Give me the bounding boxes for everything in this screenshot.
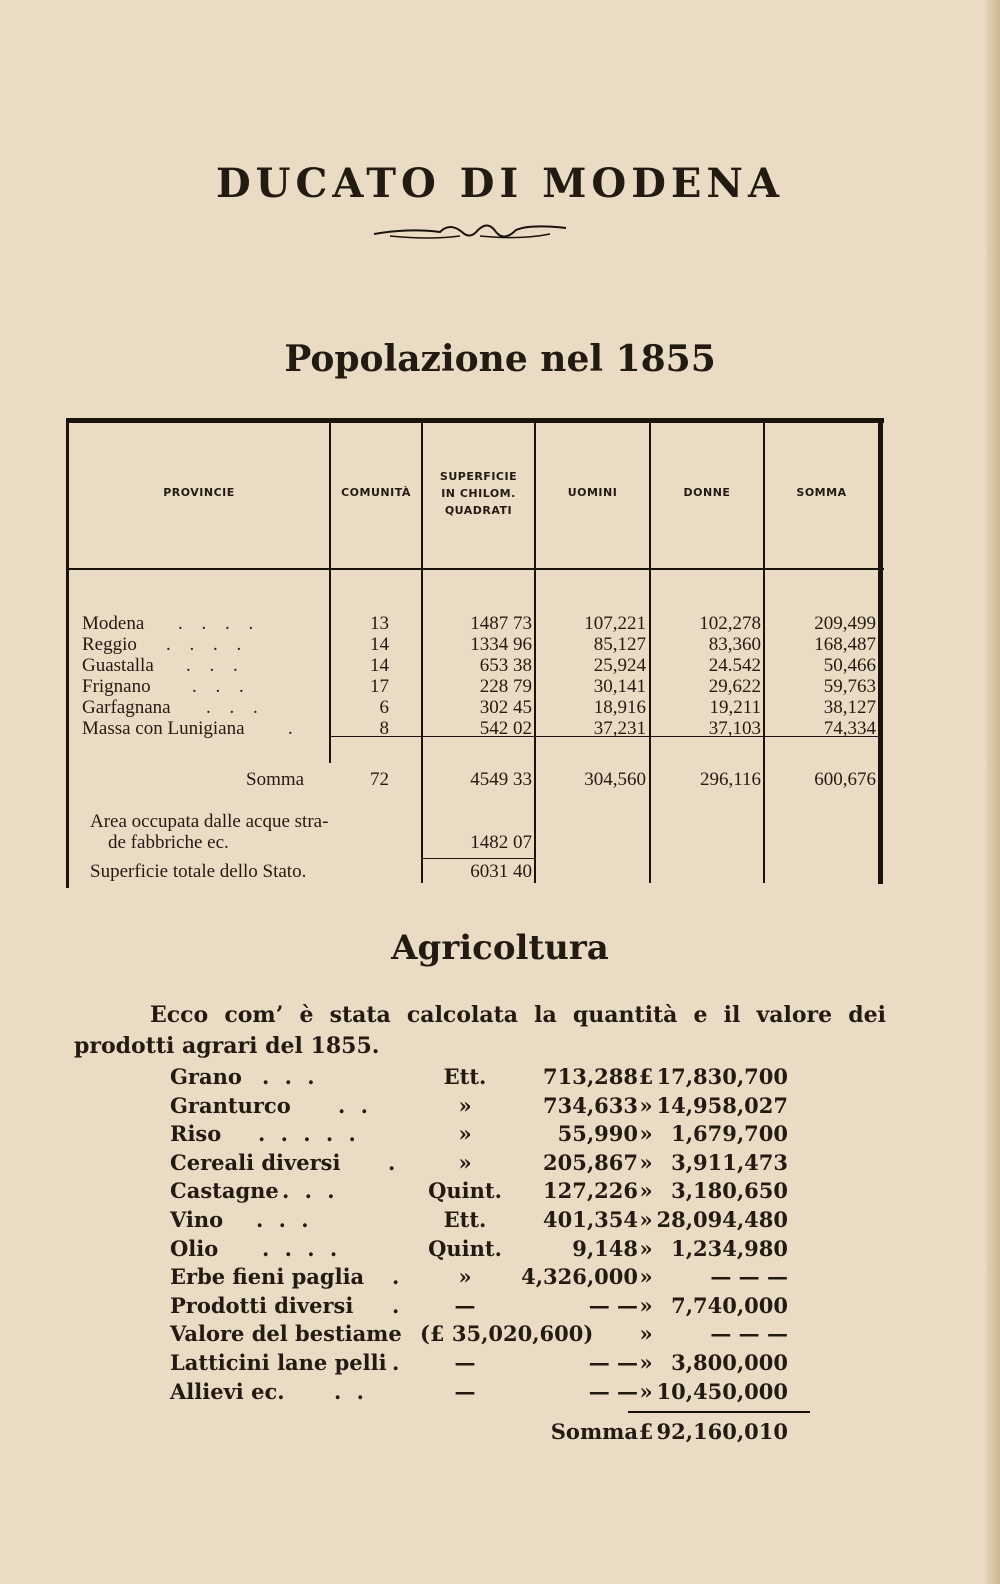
uomini-cell: 107,221: [584, 613, 646, 634]
header-somma: SOMMA: [796, 486, 847, 499]
product-value: 10,450,000: [656, 1378, 788, 1404]
product-name: Erbe fieni paglia: [170, 1264, 365, 1290]
comunita-cell: 13: [370, 613, 389, 634]
donne-cell: 83,360: [708, 634, 761, 655]
page-title: DUCATO DI MODENA: [215, 160, 784, 207]
product-unit: —: [454, 1292, 476, 1318]
superficie-cell: 1334 96: [470, 634, 532, 655]
province-name: Garfagnana: [82, 697, 171, 718]
product-dots: . .: [338, 1092, 372, 1118]
product-currency: »: [639, 1121, 653, 1147]
header-uomini: UOMINI: [567, 486, 618, 499]
product-dots: .: [392, 1292, 404, 1318]
province-dots: . . .: [206, 697, 265, 718]
comunita-cell: 14: [370, 655, 389, 676]
product-name: Vino: [170, 1207, 224, 1232]
province-dots: . . . .: [178, 613, 261, 634]
product-currency: »: [639, 1321, 653, 1347]
header-superficie-line: SUPERFICIE: [439, 470, 518, 483]
province-dots: . . .: [186, 655, 245, 676]
agriculture-row: [0, 1121, 1000, 1149]
product-value: 3,911,473: [671, 1149, 788, 1175]
product-name: Grano: [170, 1064, 242, 1089]
product-quantity: — —: [588, 1378, 638, 1404]
product-unit: Quint.: [428, 1178, 502, 1204]
total-surface-label: Superficie totale dello Stato.: [90, 861, 307, 882]
agriculture-row: [0, 1264, 1000, 1292]
ornament-divider: [370, 218, 570, 248]
product-quantity: 9,148: [572, 1235, 638, 1261]
product-quantity: 55,990: [557, 1121, 638, 1147]
agriculture-row: [0, 1379, 1000, 1407]
product-value: — — —: [710, 1321, 788, 1347]
totals-uomini: 304,560: [584, 769, 646, 790]
donne-cell: 19,211: [709, 697, 761, 718]
product-dots: . . . .: [262, 1235, 342, 1261]
product-dots: . . . . .: [258, 1121, 360, 1147]
comunita-cell: 6: [379, 697, 389, 718]
product-quantity: 401,354: [543, 1207, 638, 1232]
total-label: Somma: [550, 1419, 638, 1445]
superficie-cell: 1487 73: [470, 613, 532, 634]
header-donne: DONNE: [683, 486, 731, 499]
agriculture-row: [0, 1236, 1000, 1264]
somma-cell: 74,334: [823, 718, 876, 739]
table-right-rule: [878, 418, 883, 884]
agriculture-row: [0, 1150, 1000, 1178]
somma-cell: 168,487: [814, 634, 876, 655]
comunita-cell: 17: [370, 676, 389, 697]
province-name: Massa con Lunigiana: [82, 718, 245, 739]
agriculture-heading: Agricoltura: [391, 928, 609, 968]
uomini-cell: 18,916: [593, 697, 646, 718]
product-currency: »: [639, 1178, 653, 1204]
product-currency: »: [639, 1149, 653, 1175]
product-unit: »: [458, 1092, 472, 1118]
product-name: Prodotti diversi: [170, 1292, 354, 1318]
product-unit: Ett.: [443, 1064, 487, 1089]
header-comunita: COMUNITÀ: [341, 486, 411, 499]
superficie-cell: 228 79: [479, 676, 532, 697]
header-provincie: PROVINCIE: [163, 486, 235, 499]
product-currency: »: [639, 1092, 653, 1118]
agriculture-total-row: [0, 1419, 1000, 1447]
product-unit: —: [454, 1378, 476, 1404]
product-name: Castagne: [170, 1178, 279, 1204]
province-dots: . . .: [192, 676, 251, 697]
product-value: 3,800,000: [671, 1350, 788, 1375]
total-rule: [628, 1411, 810, 1413]
header-bottom-rule: [66, 568, 884, 570]
superficie-cell: 653 38: [479, 655, 532, 676]
product-name: Cereali diversi: [170, 1149, 341, 1175]
product-name: Valore del bestiame: [170, 1321, 402, 1347]
header-superficie: [423, 468, 534, 519]
province-dots: . . . .: [166, 634, 249, 655]
somma-cell: 50,466: [823, 655, 876, 676]
product-name: Riso: [170, 1121, 222, 1147]
product-quantity: — —: [588, 1350, 638, 1375]
product-quantity: 205,867: [543, 1149, 638, 1175]
totals-comunita: 72: [370, 769, 389, 790]
province-name: Modena: [82, 613, 145, 634]
population-heading: Popolazione nel 1855: [284, 338, 716, 380]
province-name: Frignano: [82, 676, 151, 697]
somma-cell: 209,499: [814, 613, 876, 634]
product-currency: »: [639, 1378, 653, 1404]
total-value: 92,160,010: [656, 1419, 788, 1445]
product-currency: »: [639, 1207, 653, 1232]
product-quantity: — —: [588, 1292, 638, 1318]
superficie-cell: 542 02: [479, 718, 532, 739]
product-quantity: 713,288: [543, 1064, 638, 1089]
province-dots: .: [288, 718, 300, 739]
uomini-cell: 30,141: [593, 676, 646, 697]
uomini-cell: 85,127: [593, 634, 646, 655]
comunita-cell: 8: [379, 718, 389, 739]
product-dots: .: [388, 1149, 400, 1175]
table-top-rule: [66, 418, 884, 423]
donne-cell: 37,103: [708, 718, 761, 739]
product-quantity: 734,633: [543, 1092, 638, 1118]
product-name: Latticini lane pelli: [170, 1350, 387, 1375]
area-label-line2: de fabbriche ec.: [108, 832, 229, 853]
uomini-cell: 37,231: [593, 718, 646, 739]
uomini-cell: 25,924: [593, 655, 646, 676]
superficie-cell: 302 45: [479, 697, 532, 718]
product-value: 1,234,980: [671, 1235, 788, 1261]
agriculture-intro: Ecco com’ è stata calcolata la quantità e il valore dei prodotti agrari del 1855.: [74, 1002, 886, 1059]
product-quantity: 127,226: [543, 1178, 638, 1204]
donne-cell: 24.542: [708, 655, 761, 676]
product-name: Olio: [170, 1235, 219, 1261]
product-currency: »: [639, 1292, 653, 1318]
comunita-cell: 14: [370, 634, 389, 655]
product-unit: »: [458, 1264, 472, 1290]
header-superficie-line: QUADRATI: [444, 504, 513, 517]
product-name: Granturco: [170, 1092, 291, 1118]
header-superficie-line: IN CHILOM.: [441, 487, 516, 500]
population-table: [66, 418, 884, 888]
agriculture-row: [0, 1293, 1000, 1321]
totals-donne: 296,116: [699, 769, 761, 790]
product-value: — — —: [710, 1264, 788, 1290]
agriculture-row: [0, 1093, 1000, 1121]
donne-cell: 102,278: [699, 613, 761, 634]
area-label-line1: Area occupata dalle acque stra-: [90, 811, 329, 832]
agriculture-row: [0, 1207, 1000, 1235]
total-surface-value: 6031 40: [470, 861, 532, 882]
product-unit: »: [458, 1121, 472, 1147]
product-quantity: 4,326,000: [521, 1264, 638, 1290]
agriculture-row: [0, 1064, 1000, 1092]
product-value: 14,958,027: [656, 1092, 788, 1118]
product-value: 3,180,650: [671, 1178, 788, 1204]
product-dots: . . .: [262, 1064, 319, 1089]
somma-cell: 59,763: [823, 676, 876, 697]
product-value: 28,094,480: [656, 1207, 788, 1232]
product-currency: »: [639, 1235, 653, 1261]
totals-superficie: 4549 33: [470, 769, 532, 790]
product-currency: »: [639, 1350, 653, 1375]
product-unit: —: [454, 1350, 476, 1375]
totals-label: Somma: [246, 769, 305, 790]
product-dots: .: [392, 1350, 404, 1375]
area-rule: [421, 858, 536, 859]
donne-cell: 29,622: [708, 676, 761, 697]
product-value: 1,679,700: [671, 1121, 788, 1147]
area-value: 1482 07: [470, 832, 532, 853]
product-unit: »: [458, 1149, 472, 1175]
product-currency: »: [639, 1264, 653, 1290]
product-dots: . .: [334, 1378, 368, 1404]
product-value: 17,830,700: [656, 1064, 788, 1089]
product-dots: . . .: [282, 1178, 339, 1204]
product-dots: .: [392, 1264, 404, 1290]
product-unit: Ett.: [443, 1207, 487, 1232]
product-unit: Quint.: [428, 1235, 502, 1261]
product-dots: . . .: [256, 1207, 313, 1232]
product-name: Allievi ec.: [170, 1378, 285, 1404]
somma-cell: 38,127: [823, 697, 876, 718]
province-name: Reggio: [82, 634, 137, 655]
agriculture-row: [0, 1321, 1000, 1349]
product-unit: (£ 35,020,600): [420, 1321, 594, 1347]
agriculture-row: [0, 1178, 1000, 1206]
product-value: 7,740,000: [671, 1292, 788, 1318]
product-currency: £: [638, 1064, 654, 1089]
total-currency: £: [638, 1419, 654, 1445]
agriculture-row: [0, 1350, 1000, 1378]
totals-somma: 600,676: [814, 769, 876, 790]
province-name: Guastalla: [82, 655, 154, 676]
